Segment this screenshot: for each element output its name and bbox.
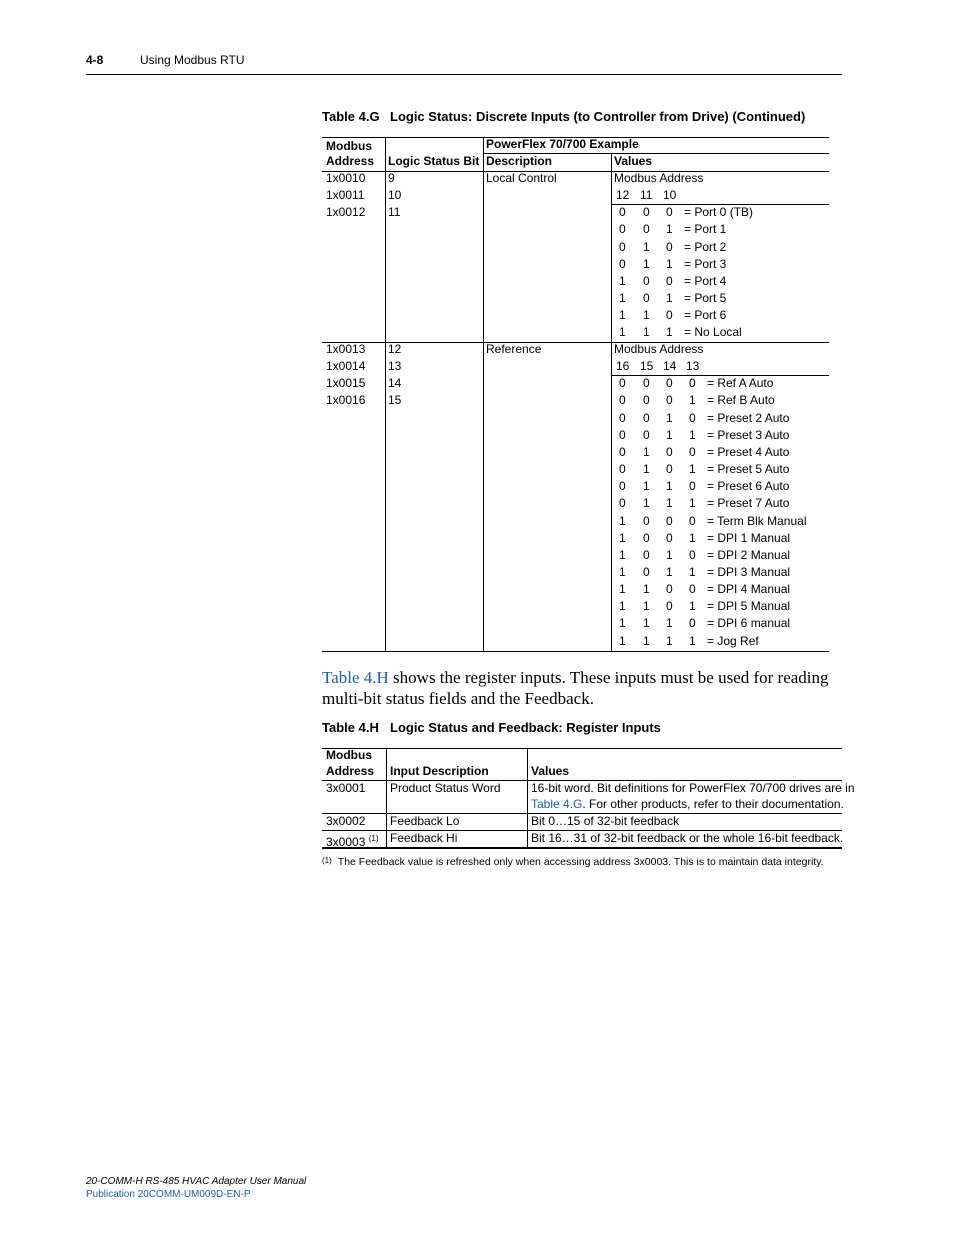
bit-value-cell: 1 (666, 616, 673, 631)
h-header-address-line2: Address (326, 764, 375, 778)
bit-value-cell: 1 (619, 291, 626, 306)
value-label-cell: = Preset 4 Auto (707, 444, 790, 459)
header-address-line1: Modbus (326, 139, 372, 153)
bit-value-cell: 0 (643, 530, 650, 545)
bit-column-header: 16 (616, 359, 630, 374)
h-row1-input: Product Status Word (390, 781, 501, 795)
table-h-caption-title: Logic Status and Feedback: Register Inputs (390, 720, 661, 735)
bit-value-cell: 0 (689, 410, 696, 425)
bit-value-cell: 1 (689, 530, 696, 545)
value-label-cell: = Port 5 (684, 291, 727, 306)
address-cell: 1x0013 (326, 342, 366, 356)
address-cell: 1x0014 (326, 359, 366, 374)
bit-value-cell: 0 (619, 427, 626, 442)
bit-value-cell: 1 (689, 599, 696, 614)
bit-value-cell: 0 (643, 410, 650, 425)
value-label-cell: = Port 3 (684, 256, 727, 271)
table-g-caption-title: Logic Status: Discrete Inputs (to Controller from Drive) (Continued) (390, 109, 806, 124)
bit-value-cell: 1 (643, 616, 650, 631)
bit-value-cell: 1 (619, 582, 626, 597)
bit-value-cell: 1 (619, 547, 626, 562)
bit-value-cell: 1 (689, 427, 696, 442)
header-address-line2: Address (326, 154, 375, 168)
logic-bit-cell: 14 (388, 376, 402, 391)
h-row1-value-line2-text: . For other products, refer to their documentation. (582, 797, 844, 811)
bit-value-cell: 1 (689, 564, 696, 579)
bit-value-cell: 1 (643, 256, 650, 271)
address-cell: 1x0012 (326, 205, 366, 220)
bit-value-cell: 0 (619, 444, 626, 459)
table-4h-link[interactable]: Table 4.H (322, 668, 389, 687)
logic-bit-cell: 12 (388, 342, 402, 356)
bit-value-cell: 1 (643, 444, 650, 459)
logic-bit-cell: 10 (388, 188, 402, 203)
value-label-cell: = Preset 7 Auto (707, 496, 790, 511)
bit-value-cell: 0 (619, 222, 626, 237)
body-paragraph (322, 667, 842, 709)
bit-value-cell: 1 (666, 496, 673, 511)
bit-value-cell: 0 (619, 205, 626, 220)
h-row2-address: 3x0002 (326, 814, 366, 828)
value-label-cell: = Port 2 (684, 239, 727, 254)
page-number: 4-8 (86, 53, 104, 67)
bit-value-cell: 1 (619, 308, 626, 323)
bit-value-cell: 1 (666, 256, 673, 271)
value-label-cell: = Preset 6 Auto (707, 479, 790, 494)
bit-value-cell: 0 (619, 376, 626, 391)
header-description: Description (486, 154, 553, 168)
bit-value-cell: 0 (643, 273, 650, 288)
h-row1-value-line1: 16-bit word. Bit definitions for PowerFlex 70/700 drives are in (531, 781, 855, 795)
bit-value-cell: 0 (666, 599, 673, 614)
bit-column-header: 15 (640, 359, 654, 374)
bit-value-cell: 0 (689, 616, 696, 631)
h-row1-address: 3x0001 (326, 781, 366, 795)
table-h-footnote (322, 856, 824, 868)
address-cell: 1x0011 (326, 188, 365, 203)
value-label-cell: = DPI 1 Manual (707, 530, 791, 545)
bit-column-header: 10 (663, 188, 677, 203)
bit-value-cell: 0 (689, 444, 696, 459)
bit-value-cell: 1 (643, 633, 650, 648)
bit-value-cell: 1 (666, 222, 673, 237)
h-row1-value-line2 (531, 796, 844, 813)
table-h-caption-label: Table 4.H (322, 720, 379, 735)
address-cell: 1x0016 (326, 393, 366, 408)
bit-value-cell: 0 (619, 462, 626, 477)
bit-value-cell: 0 (619, 239, 626, 254)
table-g-vline-1 (385, 137, 386, 651)
address-cell: 1x0010 (326, 171, 366, 185)
reference-description: Reference (486, 342, 542, 356)
bit-value-cell: 0 (666, 530, 673, 545)
bit-value-cell: 0 (643, 513, 650, 528)
bit-value-cell: 1 (643, 308, 650, 323)
h-row3-address (326, 830, 379, 851)
table-g-vline-3 (611, 153, 612, 651)
reference-values-title: Modbus Address (614, 342, 704, 356)
bit-value-cell: 0 (619, 410, 626, 425)
bit-value-cell: 1 (689, 462, 696, 477)
h-row2-input: Feedback Lo (390, 814, 460, 828)
header-powerflex-example: PowerFlex 70/700 Example (486, 137, 639, 151)
bit-value-cell: 0 (689, 479, 696, 494)
table-h-vline-1 (386, 748, 387, 847)
bit-value-cell: 1 (643, 239, 650, 254)
h-row3-input: Feedback Hi (390, 831, 458, 845)
bit-value-cell: 0 (643, 547, 650, 562)
logic-bit-cell: 13 (388, 359, 402, 374)
h-row2-value: Bit 0…15 of 32-bit feedback (531, 814, 680, 828)
bit-value-cell: 1 (643, 325, 650, 340)
section-title: Using Modbus RTU (140, 53, 245, 67)
bit-value-cell: 0 (666, 582, 673, 597)
table-g-bottom-rule (322, 651, 829, 652)
table-g-caption-label: Table 4.G (322, 109, 380, 124)
bit-value-cell: 0 (689, 547, 696, 562)
h-row3-footnote-mark: (1) (368, 834, 379, 843)
value-label-cell: = DPI 5 Manual (707, 599, 791, 614)
bit-value-cell: 0 (619, 393, 626, 408)
bit-value-cell: 0 (643, 376, 650, 391)
value-label-cell: = Port 1 (684, 222, 727, 237)
bit-value-cell: 1 (666, 291, 673, 306)
bit-value-cell: 1 (643, 462, 650, 477)
table-h-top-rule (322, 748, 842, 749)
value-label-cell: = DPI 2 Manual (707, 547, 791, 562)
value-label-cell: = Port 0 (TB) (684, 205, 754, 220)
bit-value-cell: 1 (666, 564, 673, 579)
bit-value-cell: 0 (643, 222, 650, 237)
value-label-cell: = Jog Ref (707, 633, 759, 648)
value-label-cell: = Port 6 (684, 308, 727, 323)
table-h-vline-2 (527, 748, 528, 847)
h-header-address-line1: Modbus (326, 748, 372, 762)
bit-value-cell: 1 (643, 599, 650, 614)
bit-column-header: 14 (663, 359, 677, 374)
address-cell: 1x0015 (326, 376, 366, 391)
bit-value-cell: 0 (666, 239, 673, 254)
bit-value-cell: 0 (666, 462, 673, 477)
bit-value-cell: 1 (689, 633, 696, 648)
bit-value-cell: 1 (666, 479, 673, 494)
table-4g-link[interactable]: Table 4.G (531, 797, 583, 811)
bit-value-cell: 1 (619, 273, 626, 288)
bit-value-cell: 0 (643, 393, 650, 408)
value-label-cell: = Term Blk Manual (707, 513, 807, 528)
value-label-cell: = Preset 2 Auto (707, 410, 790, 425)
bit-value-cell: 0 (689, 582, 696, 597)
logic-bit-cell: 11 (388, 205, 401, 220)
bit-value-cell: 0 (619, 496, 626, 511)
h-header-input-description: Input Description (390, 764, 489, 778)
local-control-values-title: Modbus Address (614, 171, 704, 185)
value-label-cell: = DPI 4 Manual (707, 582, 791, 597)
bit-value-cell: 1 (643, 582, 650, 597)
bit-value-cell: 1 (666, 633, 673, 648)
bit-value-cell: 0 (666, 444, 673, 459)
bit-value-cell: 1 (619, 599, 626, 614)
bit-value-cell: 1 (666, 547, 673, 562)
bit-value-cell: 1 (619, 564, 626, 579)
h-header-values: Values (531, 764, 570, 778)
bit-value-cell: 0 (666, 376, 673, 391)
logic-bit-cell: 9 (388, 171, 395, 185)
value-label-cell: = Preset 3 Auto (707, 427, 790, 442)
bit-value-cell: 1 (619, 633, 626, 648)
table-g-header-rule (322, 171, 829, 172)
table-g-vline-2 (483, 137, 484, 651)
bit-value-cell: 0 (619, 256, 626, 271)
bit-value-cell: 1 (666, 427, 673, 442)
bit-value-cell: 0 (666, 513, 673, 528)
value-label-cell: = Port 4 (684, 273, 727, 288)
body-paragraph-text: shows the register inputs. These inputs must be used for reading multi-bit status fields and the Feedback. (322, 668, 829, 708)
bit-value-cell: 0 (666, 205, 673, 220)
bit-value-cell: 0 (689, 376, 696, 391)
table-h-bottom-rule (322, 847, 842, 849)
bit-value-cell: 1 (666, 410, 673, 425)
bit-value-cell: 0 (666, 308, 673, 323)
header-rule (86, 74, 842, 75)
bit-value-cell: 0 (643, 205, 650, 220)
bit-value-cell: 1 (619, 513, 626, 528)
bit-value-cell: 1 (689, 393, 696, 408)
bit-value-cell: 1 (643, 496, 650, 511)
bit-column-header: 13 (686, 359, 700, 374)
value-label-cell: = No Local (684, 325, 742, 340)
value-label-cell: = DPI 3 Manual (707, 564, 791, 579)
local-control-description: Local Control (486, 171, 557, 185)
bit-value-cell: 0 (643, 427, 650, 442)
value-label-cell: = Preset 5 Auto (707, 462, 790, 477)
footnote-text: The Feedback value is refreshed only when accessing address 3x0003. This is to maintain data integrity. (337, 856, 824, 868)
table-h-caption (322, 720, 661, 735)
footer-publication[interactable]: Publication 20COMM-UM009D-EN-P (86, 1189, 251, 1200)
h-row3-address-text: 3x0003 (326, 835, 366, 849)
bit-value-cell: 0 (619, 479, 626, 494)
bit-column-header: 12 (616, 188, 630, 203)
h-row3-value: Bit 16…31 of 32-bit feedback or the whole 16-bit feedback. (531, 831, 844, 845)
bit-value-cell: 0 (643, 564, 650, 579)
header-values: Values (614, 154, 653, 168)
bit-value-cell: 1 (666, 325, 673, 340)
bit-value-cell: 1 (619, 530, 626, 545)
header-logic-status-bit: Logic Status Bit (388, 154, 480, 168)
bit-column-header: 11 (640, 188, 653, 203)
table-g-caption (322, 109, 805, 124)
bit-value-cell: 0 (643, 291, 650, 306)
value-label-cell: = DPI 6 manual (707, 616, 791, 631)
value-label-cell: = Ref B Auto (707, 393, 775, 408)
logic-bit-cell: 15 (388, 393, 402, 408)
footer-manual-title: 20-COMM-H RS-485 HVAC Adapter User Manual (86, 1176, 307, 1187)
bit-value-cell: 1 (643, 479, 650, 494)
bit-value-cell: 1 (619, 616, 626, 631)
bit-value-cell: 0 (666, 273, 673, 288)
bit-value-cell: 1 (689, 496, 696, 511)
value-label-cell: = Ref A Auto (707, 376, 774, 391)
bit-value-cell: 0 (666, 393, 673, 408)
bit-value-cell: 1 (619, 325, 626, 340)
bit-value-cell: 0 (689, 513, 696, 528)
footnote-mark: (1) (322, 856, 332, 865)
